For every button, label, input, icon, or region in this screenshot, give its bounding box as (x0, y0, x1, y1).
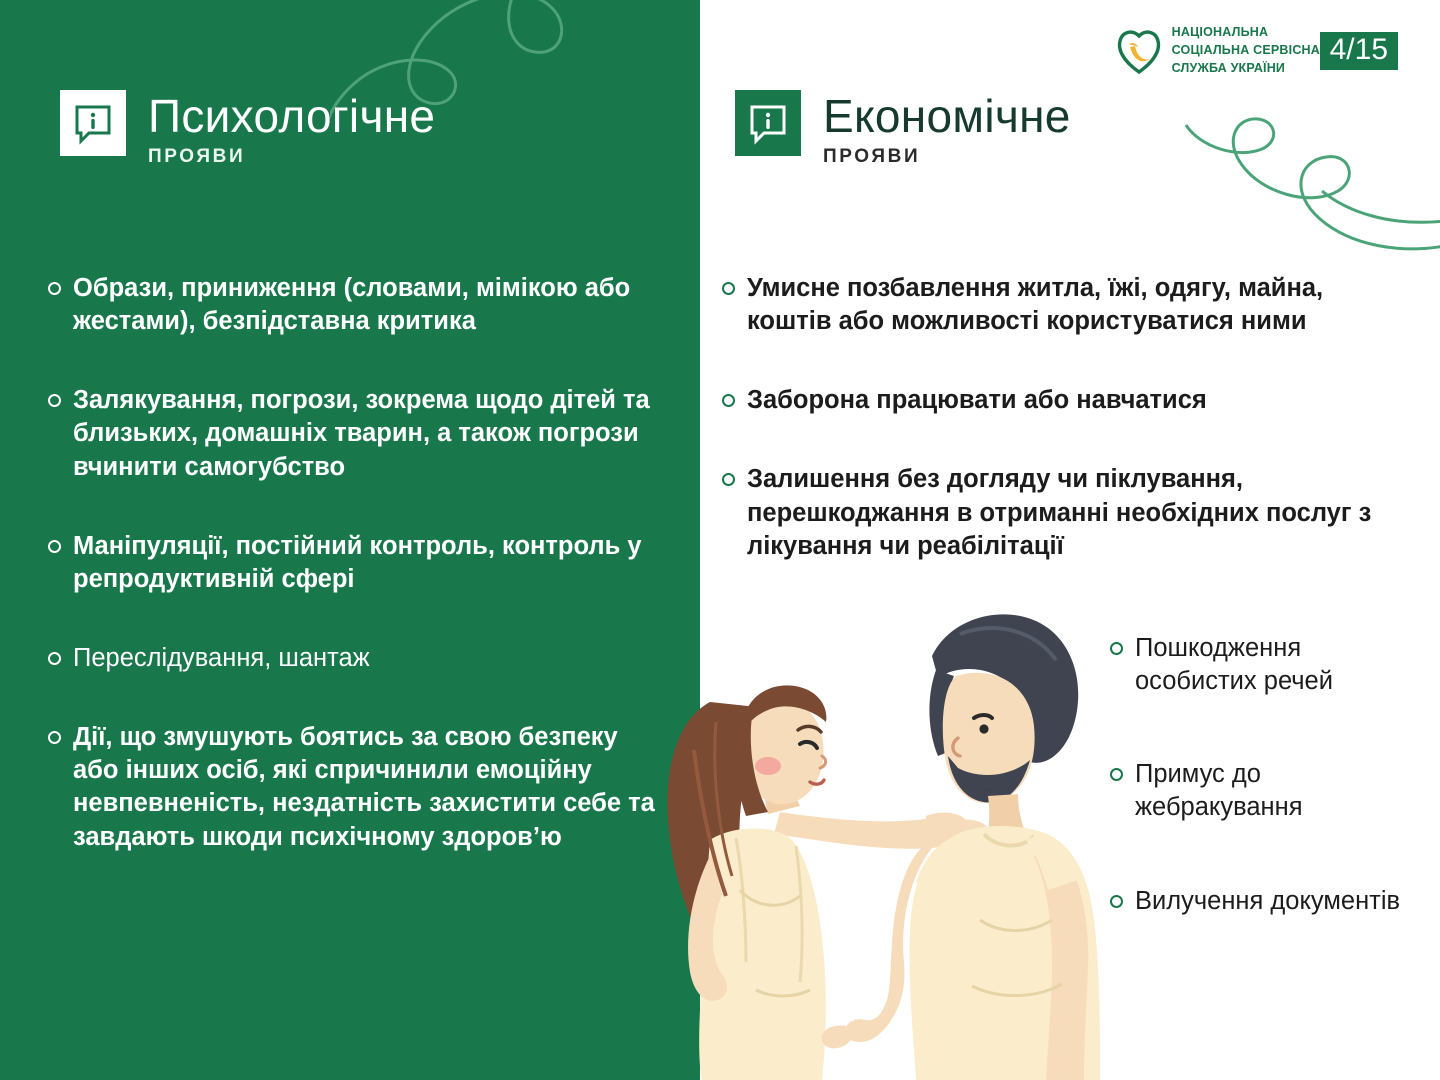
list-item (722, 384, 1412, 417)
page-number-badge: 4/15 (1320, 32, 1398, 70)
info-icon (60, 90, 126, 156)
right-section-header (735, 90, 1071, 168)
list-item (48, 384, 658, 483)
list-item-label: Заборона працювати або навчатися (747, 386, 1207, 415)
bullet-dot-icon (48, 731, 61, 744)
list-item-label: Дії, що змушують боятись за свою безпеку або інших осіб, які спричинили емоційну невпевненість, нездатність захистити себе та завдають шкоди психічному здоров’ю (73, 723, 655, 851)
bullet-dot-icon (722, 282, 735, 295)
info-icon (735, 90, 801, 156)
bullet-dot-icon (48, 282, 61, 295)
bullet-dot-icon (48, 394, 61, 407)
list-item-label: Пошкодження особистих речей (1135, 634, 1333, 696)
list-item-label: Примус до жебракування (1135, 760, 1303, 822)
list-item-label: Залякування, погрози, зокрема щодо дітей та близьких, домашніх тварин, а також погрози вчинити самогубство (73, 386, 650, 481)
bullet-dot-icon (722, 473, 735, 486)
list-item-label: Образи, приниження (словами, мімікою або жестами), безпідставна критика (73, 274, 631, 336)
left-section-subtitle: ПРОЯВИ (148, 146, 246, 168)
right-section-list (722, 272, 1412, 563)
left-section-header (60, 90, 435, 168)
couple-conflict-illustration (560, 590, 1180, 1080)
list-item (722, 463, 1412, 562)
organization-logo (1116, 24, 1320, 77)
list-item-label: Залишення без догляду чи піклування, перешкоджання в отриманні необхідних послуг з лікування чи реабілітації (747, 465, 1372, 560)
right-section-title: Економічне (823, 90, 1071, 142)
heart-logo-icon (1116, 27, 1162, 75)
list-item (722, 272, 1412, 338)
left-section-title: Психологічне (148, 90, 436, 142)
decorative-swirl-right-icon (1150, 95, 1440, 255)
list-item-label: Манiпуляції, постійний контроль, контроль у репродуктивній сфері (73, 531, 642, 593)
list-item (48, 272, 658, 338)
bullet-dot-icon (722, 394, 735, 407)
list-item-label: Вилучення документів (1135, 886, 1401, 915)
logo-line-1: НАЦІОНАЛЬНА (1171, 25, 1269, 39)
man-figure (822, 614, 1100, 1080)
list-item-label: Умисне позбавлення житла, їжі, одягу, майна, коштів або можливості користуватися ними (747, 274, 1324, 336)
logo-text-block (1172, 24, 1320, 77)
right-section-subtitle: ПРОЯВИ (823, 146, 921, 168)
list-item (48, 530, 658, 596)
logo-line-2: СОЦІАЛЬНА СЕРВІСНА (1171, 42, 1320, 57)
bullet-dot-icon (48, 540, 61, 553)
list-item-label: Переслідування, шантаж (73, 643, 370, 672)
bullet-dot-icon (48, 652, 61, 665)
logo-line-3: СЛУЖБА УКРАЇНИ (1171, 60, 1286, 75)
